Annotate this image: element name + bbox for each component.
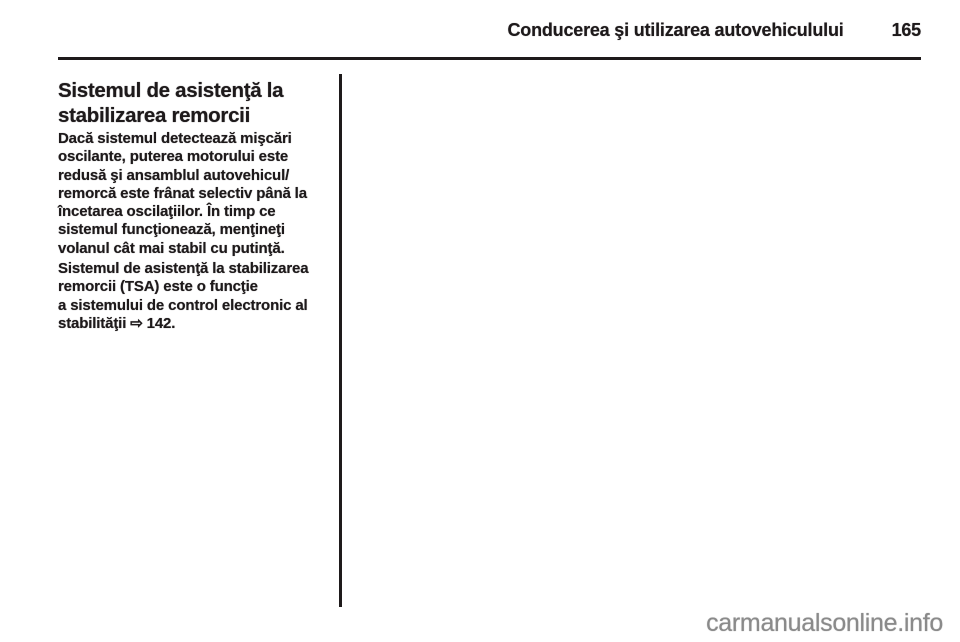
paragraph (58, 130, 336, 258)
body-line: Dacă sistemul detectează mişcări (58, 130, 292, 147)
body-line: încetarea oscilaţiilor. În timp ce (58, 203, 276, 221)
watermark-carmanualsonline: carmanualsonline.info (706, 609, 943, 637)
body-line: Sistemul de asistenţă la stabilizarea (58, 260, 309, 278)
article-trailer-stability-assist (58, 78, 336, 333)
page-header (58, 20, 921, 41)
body-line: remorcă este frânat selectiv până la (58, 184, 307, 202)
page-number: 165 (891, 20, 921, 40)
body-line: sistemul funcţionează, menţineţi (58, 221, 285, 239)
heading-line: stabilizarea remorcii (58, 104, 250, 127)
body-line: remorcii (TSA) este o funcţie (58, 278, 258, 296)
header-rule (58, 57, 921, 60)
body-line: volanul cât mai stabil cu putinţă. (58, 239, 285, 257)
header-title: Conducerea şi utilizarea autovehiculului (507, 20, 844, 40)
body-line cross-reference-line: stabilităţii ⇨ 142. (58, 314, 176, 332)
paragraph (58, 260, 336, 333)
body-line: oscilante, puterea motorului este (58, 148, 289, 166)
column-divider (339, 74, 342, 607)
body-line: a sistemului de control electronic al (58, 296, 308, 314)
heading-line: Sistemul de asistenţă la (58, 79, 284, 102)
body-line: redusă şi ansamblul autovehicul/ (58, 166, 290, 184)
section-heading (58, 78, 336, 128)
